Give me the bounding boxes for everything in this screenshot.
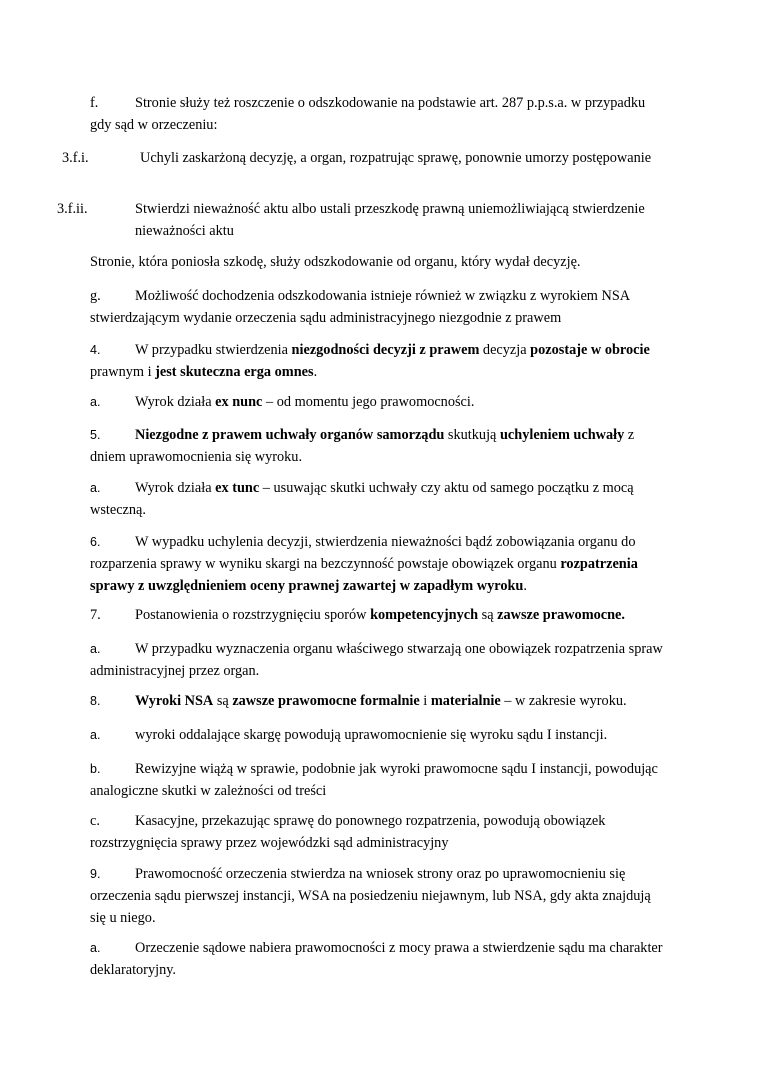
text-run: Postanowienia o rozstrzygnięciu sporów xyxy=(135,607,371,623)
paragraph-text: Stronie służy też roszczenie o odszkodowanie na podstawie art. 287 p.p.s.a. w przypadku gdy sąd w orzeczeniu: xyxy=(90,95,646,133)
text-run: – od momentu jego prawomocności. xyxy=(262,394,475,410)
paragraph-7 xyxy=(90,604,665,626)
text-run: decyzja xyxy=(479,342,531,358)
text-run: W przypadku stwierdzenia xyxy=(135,342,292,358)
list-marker: a. xyxy=(90,481,101,495)
paragraph-text: Kasacyjne, przekazując sprawę do ponownego rozpatrzenia, powodują obowiązek rozstrzygnięcia sprawy przez wojewódzki sąd administracyjny xyxy=(90,813,606,851)
paragraph-3-f-ii xyxy=(57,198,665,242)
paragraph-text: Prawomocność orzeczenia stwierdza na wniosek strony oraz po uprawomocnieniu się orzeczenia sądu pierwszej instancji, WSA na posiedzeniu niejawnym, lub NSA, gdy akta znajdują się u niego. xyxy=(90,866,651,926)
paragraph-text: Rewizyjne wiążą w sprawie, podobnie jak wyroki prawomocne sądu I instancji, powodując analogiczne skutki w zależności od treści xyxy=(90,761,658,799)
text-run-bold: rozpatrzenia sprawy z uwzględnieniem oceny prawnej zawartej w zapadłym wyroku xyxy=(90,556,638,594)
list-marker: 8. xyxy=(90,694,101,708)
paragraph-text: Stwierdzi nieważność aktu albo ustali przeszkodę prawną uniemożliwiającą stwierdzenie nieważności aktu xyxy=(135,201,645,239)
text-run-bold: jest skuteczna erga omnes xyxy=(155,364,314,380)
text-run-bold: ex tunc xyxy=(215,480,260,496)
text-run: . xyxy=(523,578,527,594)
text-run: Wyrok działa xyxy=(135,394,216,410)
paragraph-8-c xyxy=(90,810,665,854)
paragraph-4-a xyxy=(90,391,665,413)
list-marker: 3.f.ii. xyxy=(57,201,88,217)
paragraph-text: W przypadku wyznaczenia organu właściwego stwarzają one obowiązek rozpatrzenia spraw administracyjnej przez organ. xyxy=(90,641,663,679)
text-run: Wyrok działa xyxy=(135,480,216,496)
paragraph-note xyxy=(90,251,665,273)
paragraph-4 xyxy=(90,339,665,383)
paragraph-text: Orzeczenie sądowe nabiera prawomocności z mocy prawa a stwierdzenie sądu ma charakter deklaratoryjny. xyxy=(90,940,663,978)
text-run-bold: materialnie xyxy=(430,693,501,709)
text-run-bold: Wyroki NSA xyxy=(135,693,214,709)
list-marker: a. xyxy=(90,642,101,656)
paragraph-6 xyxy=(90,531,665,597)
text-run: . xyxy=(313,364,318,380)
text-run-bold: zawsze prawomocne formalnie xyxy=(232,693,420,709)
text-run-bold: Niezgodne z prawem uchwały organów samorządu xyxy=(135,427,445,443)
text-run-bold: ex nunc xyxy=(215,394,263,410)
paragraph-5 xyxy=(90,424,665,468)
list-marker: g. xyxy=(90,288,101,304)
list-marker: a. xyxy=(90,728,101,742)
text-run: – usuwając skutki uchwały czy aktu od samego początku z mocą wsteczną. xyxy=(90,480,634,518)
text-run-bold: uchyleniem uchwały xyxy=(499,427,625,443)
list-marker: 3.f.i. xyxy=(62,150,89,166)
text-run-bold: zawsze prawomocne. xyxy=(497,607,625,623)
paragraph-7-a xyxy=(90,638,665,682)
paragraph-8-b xyxy=(90,758,665,802)
list-marker: a. xyxy=(90,941,101,955)
paragraph-text: Stronie, która poniosła szkodę, służy odszkodowanie od organu, który wydał decyzję. xyxy=(90,254,581,270)
list-marker: b. xyxy=(90,762,101,776)
paragraph-text: Uchyli zaskarżoną decyzję, a organ, rozpatrując sprawę, ponownie umorzy postępowanie xyxy=(140,150,652,166)
paragraph-f xyxy=(90,92,665,136)
paragraph-text: Możliwość dochodzenia odszkodowania istnieje również w związku z wyrokiem NSA stwierdzającym wydanie orzeczenia sądu administracyjnego niezgodnie z prawem xyxy=(90,288,630,326)
text-run-bold: pozostaje w obrocie xyxy=(530,342,650,358)
text-run: i xyxy=(419,693,431,709)
paragraph-8-a xyxy=(90,724,665,746)
list-marker: f. xyxy=(90,95,99,111)
text-run: z dniem uprawomocnienia się wyroku. xyxy=(90,427,635,465)
text-run: W wypadku uchylenia decyzji, stwierdzenia nieważności bądź zobowiązania organu do rozparzenia sprawy w wyniku skargi na bezczynność powstaje obowiązek organu xyxy=(90,534,636,572)
text-run: skutkują xyxy=(444,427,500,443)
list-marker: 4. xyxy=(90,343,101,357)
paragraph-9 xyxy=(90,863,665,929)
text-run: są xyxy=(478,607,498,623)
list-marker: 5. xyxy=(90,428,101,442)
text-run: są xyxy=(213,693,233,709)
paragraph-g xyxy=(90,285,665,329)
paragraph-3-f-i xyxy=(62,147,665,169)
text-run: prawnym i xyxy=(90,364,156,380)
paragraph-5-a xyxy=(90,477,665,521)
list-marker: 7. xyxy=(90,607,101,623)
list-marker: 6. xyxy=(90,535,101,549)
list-marker: 9. xyxy=(90,867,101,881)
text-run: – w zakresie wyroku. xyxy=(500,693,627,709)
text-run-bold: kompetencyjnych xyxy=(370,607,479,623)
list-marker: a. xyxy=(90,395,101,409)
paragraph-8 xyxy=(90,690,665,712)
paragraph-text: wyroki oddalające skargę powodują uprawomocnienie się wyroku sądu I instancji. xyxy=(135,727,608,743)
paragraph-9-a xyxy=(90,937,665,981)
text-run-bold: niezgodności decyzji z prawem xyxy=(291,342,480,358)
list-marker: c. xyxy=(90,813,100,829)
